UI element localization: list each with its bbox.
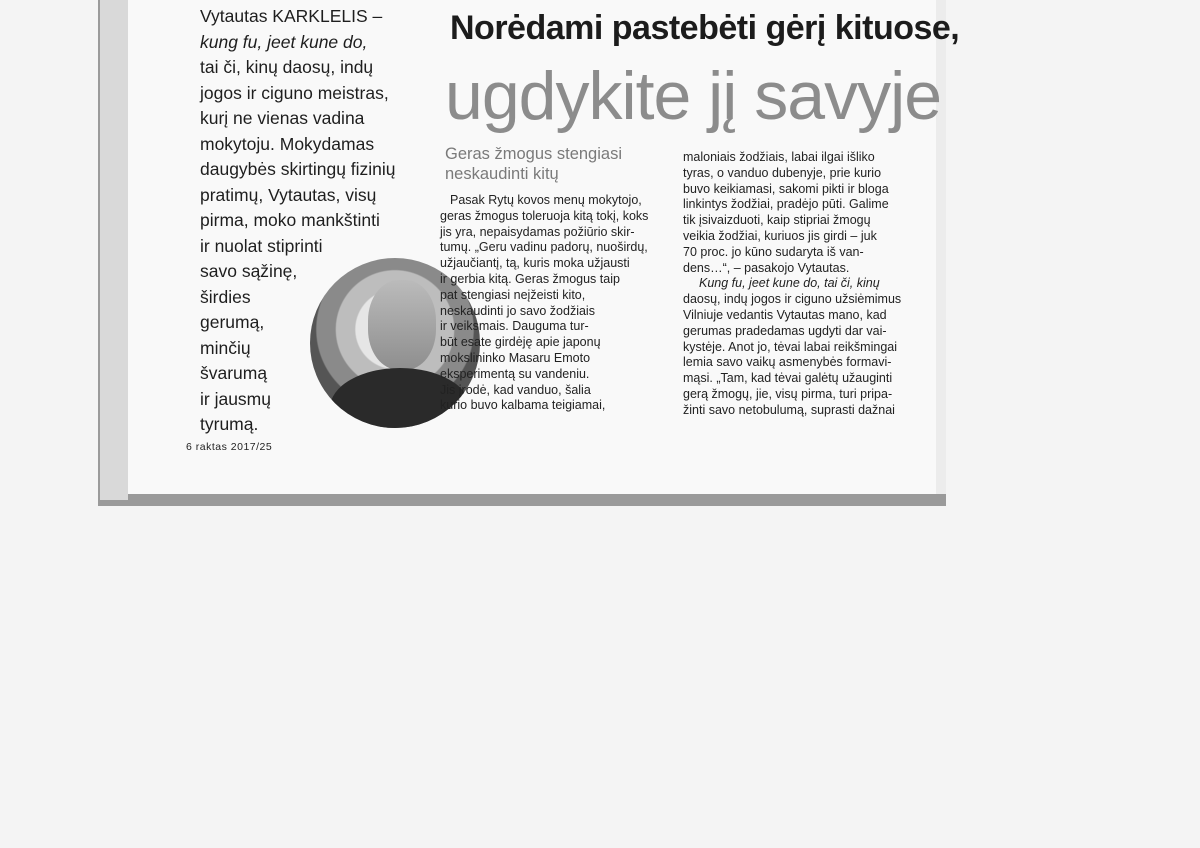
body-line: gerumas pradedamas ugdyti dar vai- [683, 323, 887, 338]
body-line: gerą žmogų, jie, visų pirma, turi pripa- [683, 386, 893, 401]
body-line: Pasak Rytų kovos menų mokytojo, [450, 193, 642, 207]
body-line: mąsi. „Tam, kad tėvai galėtų užauginti [683, 371, 893, 386]
body-line: eksperimentą su vandeniu. [440, 366, 590, 381]
body-line: būt esate girdėję apie japonų [440, 335, 601, 350]
pull-line: tyrumą. [200, 414, 259, 434]
page-folio: 6 raktas 2017/25 [186, 441, 273, 453]
body-line: kystėje. Anot jo, tėvai labai reikšmingai [683, 339, 897, 354]
pull-line: pratimų, Vytautas, visų [200, 184, 377, 205]
body-line: tik įsivaizduoti, kaip stipriai žmogų [683, 213, 871, 228]
pull-line: daugybės skirtingų fizinių [200, 159, 396, 179]
pull-line: minčių [200, 337, 251, 358]
body-line: mokslininko Masaru Emoto [440, 350, 591, 365]
pull-line: kung fu, jeet kune do, [200, 31, 368, 52]
body-line: žinti savo netobulumą, suprasti dažnai [683, 402, 895, 417]
body-line: maloniais žodžiais, labai ilgai išliko [683, 150, 875, 164]
body-line: 70 proc. jo kūno sudaryta iš van- [683, 244, 864, 259]
body-line: geras žmogus toleruoja kitą tokį, koks [440, 208, 649, 223]
article-column-2 [683, 150, 921, 419]
body-line: jis yra, nepaisydamas požiūrio skir- [440, 224, 635, 239]
headline-secondary: ugdykite jį savyje [445, 58, 942, 134]
pull-line: ir jausmų [200, 388, 271, 409]
body-line: veikia žodžiai, kuriuos jis girdi – juk [683, 228, 877, 243]
pull-line: tai či, kinų daosų, indų [200, 57, 374, 77]
pull-line: mokytoju. Mokydamas [200, 133, 375, 154]
body-line: lemia savo vaikų asmenybės formavi- [683, 355, 892, 370]
body-line: dens…“, – pasakojo Vytautas. [683, 260, 850, 275]
previous-page-edge [100, 0, 128, 500]
headline: Norėdami pastebėti gėrį kituose, [450, 9, 960, 47]
subheading-line: neskaudinti kitų [445, 165, 559, 183]
body-line: kurio buvo kalbama teigiamai, [440, 398, 606, 413]
body-line: ir gerbia kitą. Geras žmogus taip [440, 271, 620, 286]
body-line: Kung fu, jeet kune do, tai či, kinų [699, 276, 880, 291]
portrait-head [368, 280, 436, 370]
body-line: buvo keikiamasi, sakomi pikti ir bloga [683, 181, 889, 196]
pull-line: Vytautas KARKLELIS – [200, 6, 383, 26]
body-line: užjaučiantį, tą, kuris moka užjausti [440, 256, 630, 271]
body-line: tyras, o vanduo dubenyje, prie kurio [683, 165, 882, 180]
pull-line: pirma, moko mankštinti [200, 210, 380, 230]
body-line: Vilniuje vedantis Vytautas mano, kad [683, 307, 887, 322]
article-column-1 [440, 193, 672, 414]
pull-line: ir nuolat stiprinti [200, 235, 323, 256]
body-line: linkintys žodžiai, pradėjo pūti. Galime [683, 197, 889, 212]
pull-line: kurį ne vienas vadina [200, 108, 365, 128]
pull-line: gerumą, [200, 312, 265, 332]
body-line: neskaudinti jo savo žodžiais [440, 303, 595, 318]
pull-line: švarumą [200, 363, 268, 383]
body-line: tumų. „Geru vadinu padorų, nuoširdų, [440, 240, 648, 255]
body-line: Jis įrodė, kad vanduo, šalia [440, 382, 591, 397]
subheading [445, 144, 645, 184]
pull-line: savo sąžinę, [200, 261, 298, 281]
body-line: ir veiksmais. Dauguma tur- [440, 319, 589, 334]
pull-line: jogos ir ciguno meistras, [200, 82, 389, 103]
subheading-line: Geras žmogus stengiasi [445, 145, 622, 163]
body-line: pat stengiasi neįžeisti kito, [440, 287, 586, 302]
body-line: daosų, indų jogos ir ciguno užsiėmimus [683, 292, 902, 307]
pull-line: širdies [200, 286, 251, 307]
